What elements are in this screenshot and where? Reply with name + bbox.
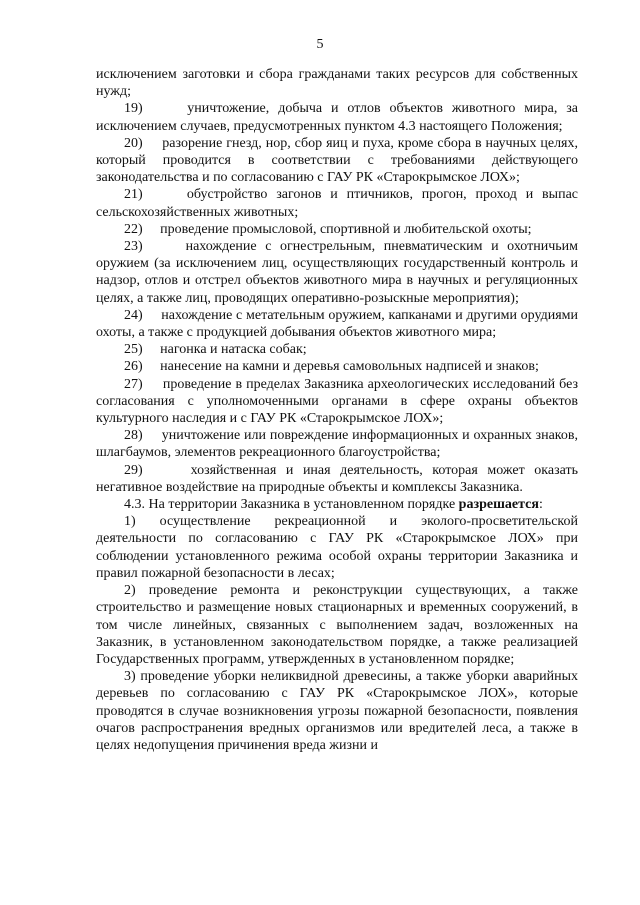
list-item: 25) нагонка и натаска собак; bbox=[124, 342, 307, 358]
list-item: 28) уничтожение или повреждение информационных и охранных знаков, шлагбаумов, элементов рекреационного благоустройства; bbox=[96, 428, 578, 461]
list-item: 24) нахождение с метательным оружием, капканами и другими орудиями охоты, а также с продукцией добывания объектов животного мира; bbox=[96, 307, 578, 341]
list-item: 22) проведение промысловой, спортивной и любительской охоты; bbox=[124, 221, 532, 237]
section-intro-bold: разрешается bbox=[458, 497, 539, 513]
list-item: 26) нанесение на камни и деревья самовольных надписей и знаков; bbox=[124, 359, 539, 375]
section-intro: 4.3. На территории Заказника в установленном порядке bbox=[124, 497, 459, 513]
list-item: 23) нахождение с огнестрельным, пневматическим и охотничьим оружием (за исключением лиц, осуществляющих государственный контроль и надзор, отлов и отстрел объектов животного мира в научных и регуляционных целях, а также лиц, проводящих оперативно-розыскные мероприятия); bbox=[96, 239, 578, 306]
list-item: 19) уничтожение, добыча и отлов объектов животного мира, за исключением случаев, предусмотренных пунктом 4.3 настоящего Положения; bbox=[96, 101, 578, 134]
page-number: 5 bbox=[316, 37, 324, 52]
document-body bbox=[96, 66, 578, 754]
list-item: 29) хозяйственная и иная деятельность, которая может оказать негативное воздействие на природные объекты и комплексы Заказника. bbox=[96, 462, 578, 495]
list-item: 1) осуществление рекреационной и эколого-просветительской деятельности по согласованию с ГАУ РК «Старокрымское ЛОХ» при соблюдении установленного режима особой охраны территории Заказника и правил пожарной безопасности в лесах; bbox=[96, 514, 578, 581]
list-item: 2) проведение ремонта и реконструкции существующих, а также строительство и размещение новых стационарных и временных сооружений, в том числе линейных, связанных с выполнением задач, возложенных на Заказник, в установленном законодательством порядке, а также реализацией Государственных программ, утвержденных в установленном порядке; bbox=[96, 583, 578, 667]
list-item: 21) обустройство загонов и птичников, прогон, проход и выпас сельскохозяйственных животных; bbox=[96, 187, 578, 220]
section-heading bbox=[96, 496, 578, 513]
section-intro-end: : bbox=[538, 497, 543, 513]
paragraph: исключением заготовки и сбора гражданами таких ресурсов для собственных нужд; bbox=[96, 67, 578, 100]
list-item: 20) разорение гнезд, нор, сбор яиц и пуха, кроме сбора в научных целях, который проводится в соответствии с требованиями действующего законодательства и по согласованию с ГАУ РК «Старокрымское ЛОХ»; bbox=[96, 135, 578, 186]
list-item: 3) проведение уборки неликвидной древесины, а также уборки аварийных деревьев по согласованию с ГАУ РК «Старокрымское ЛОХ», которые проводятся в случае возникновения угрозы пожарной безопасности, появления очагов распространения вредных организмов или вредителей леса, а также в целях недопущения причинения вреда жизни и bbox=[96, 669, 578, 753]
list-item: 27) проведение в пределах Заказника археологических исследований без согласования с уполномоченными органами в сфере охраны объектов культурного наследия и с ГАУ РК «Старокрымское ЛОХ»; bbox=[96, 376, 578, 427]
